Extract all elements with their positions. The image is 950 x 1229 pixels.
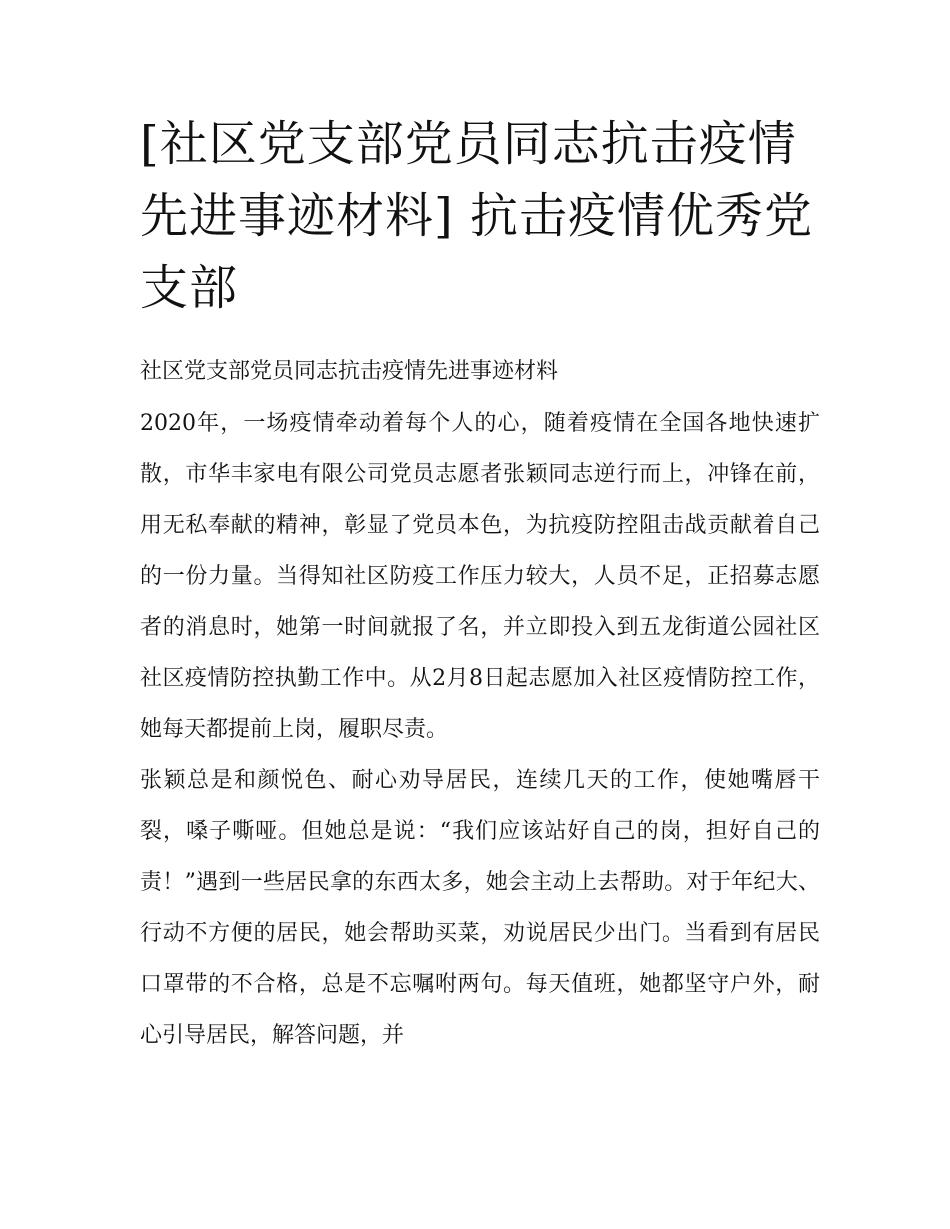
document-body — [140, 108, 820, 1061]
document-title: [社区党支部党员同志抗击疫情先进事迹材料] 抗击疫情优秀党支部 — [140, 116, 813, 316]
paragraph-1: 2020年，一场疫情牵动着每个人的心，随着疫情在全国各地快速扩散，市华丰家电有限公司党员志愿者张颖同志逆行而上，冲锋在前，用无私奉献的精神，彰显了党员本色，为抗疫防控阻击战贡献着自己的一份力量。当得知社区防疫工作压力较大，人员不足，正招募志愿者的消息时，她第一时间就报了名，并立即投入到五龙街道公园社区社区疫情防控执勤工作中。从2月8日起志愿加入社区疫情防控工作，她每天都提前上岗，履职尽责。 — [140, 411, 820, 742]
document-subtitle: 社区党支部党员同志抗击疫情先进事迹材料 — [140, 359, 559, 384]
paragraph-2: 张颖总是和颜悦色、耐心劝导居民，连续几天的工作，使她嘴唇干裂，嗓子嘶哑。但她总是说：“我们应该站好自己的岗，担好自己的责！”遇到一些居民拿的东西太多，她会主动上去帮助。对于年纪大、行动不方便的居民，她会帮助买菜，劝说居民少出门。当看到有居民口罩带的不合格，总是不忘嘱咐两句。每天值班，她都坚守户外，耐心引导居民，解答问题，并 — [140, 768, 820, 1048]
